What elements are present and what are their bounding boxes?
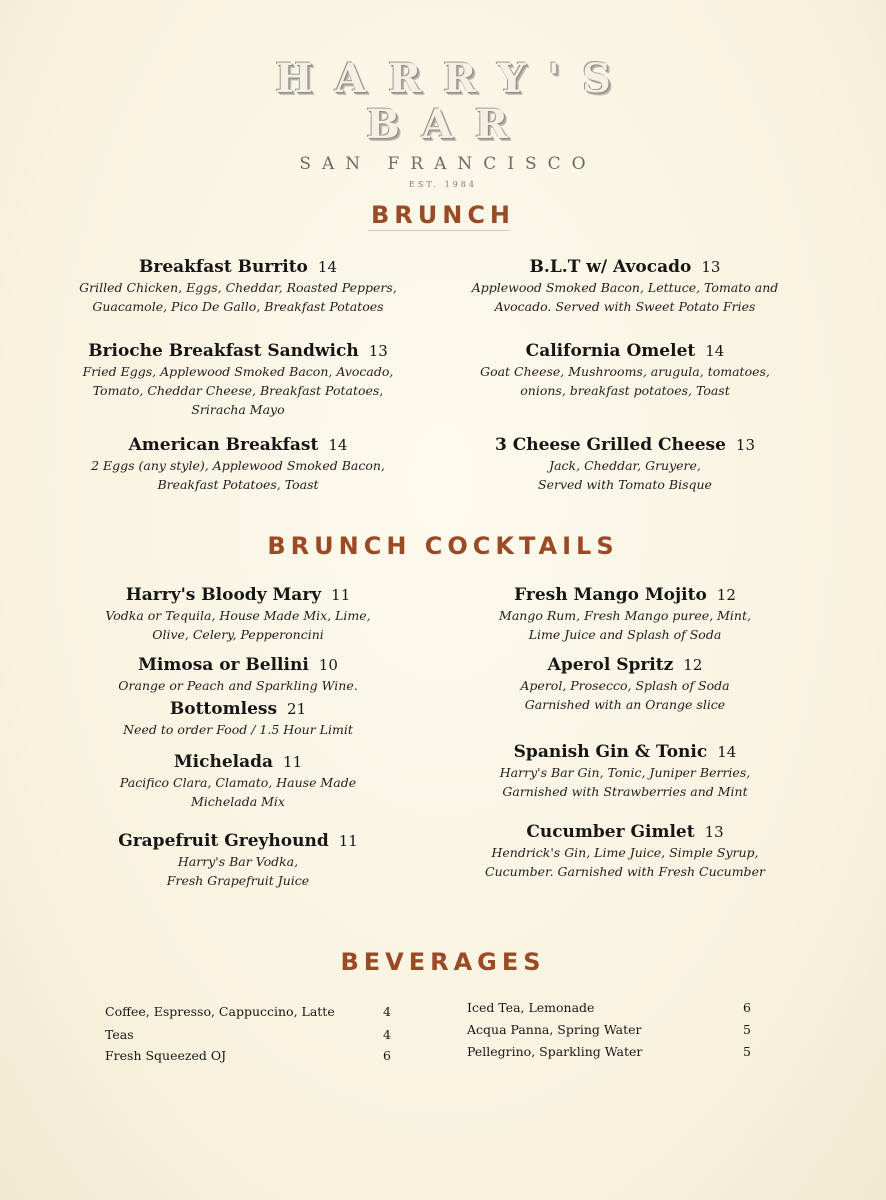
logo-established: EST. 1984 xyxy=(409,180,477,189)
item-name: Breakfast Burrito xyxy=(139,257,308,277)
item-name-row xyxy=(455,741,795,763)
item-desc-line: Tomato, Cheddar Cheese, Breakfast Potatoes, xyxy=(92,383,384,398)
item-price: 13 xyxy=(704,823,724,841)
item-name-row xyxy=(455,654,795,676)
item-name-row xyxy=(68,751,408,773)
item-name-row xyxy=(68,584,408,606)
item-name: 3 Cheese Grilled Cheese xyxy=(494,435,726,455)
menu-item xyxy=(68,654,408,695)
item-name: Grapefruit Greyhound xyxy=(118,831,329,851)
item-name: Michelada xyxy=(173,752,274,772)
beverage-price: 5 xyxy=(743,1044,751,1059)
item-name-row xyxy=(68,698,408,720)
item-desc-line: Mango Rum, Fresh Mango puree, Mint, xyxy=(499,608,751,623)
item-name-row xyxy=(455,340,795,362)
item-desc-line: Sriracha Mayo xyxy=(191,402,285,417)
item-name-row xyxy=(68,340,408,362)
beverage-name: Fresh Squeezed OJ xyxy=(105,1048,227,1063)
item-name: Fresh Mango Mojito xyxy=(514,585,707,605)
beverage-price: 6 xyxy=(383,1048,391,1063)
item-price: 13 xyxy=(368,342,388,360)
item-desc-line: Garnished with Strawberries and Mint xyxy=(502,784,748,799)
item-desc-line: Garnished with an Orange slice xyxy=(524,697,726,712)
item-name: Bottomless xyxy=(169,699,278,719)
item-desc-line: Pacifico Clara, Clamato, Hause Made xyxy=(119,775,357,790)
section-title-beverages: BEVERAGES xyxy=(340,948,546,976)
item-name-row xyxy=(455,256,795,278)
item-price: 14 xyxy=(717,743,737,761)
section-title-cocktails: BRUNCH COCKTAILS xyxy=(267,532,619,560)
item-name: California Omelet xyxy=(525,341,696,361)
menu-item xyxy=(455,340,795,400)
item-price: 11 xyxy=(331,586,351,604)
beverage-name: Teas xyxy=(105,1027,134,1042)
item-name: Cucumber Gimlet xyxy=(526,822,695,842)
item-desc-line: Orange or Peach and Sparkling Wine. xyxy=(118,678,358,693)
item-desc-line: onions, breakfast potatoes, Toast xyxy=(520,383,730,398)
menu-item xyxy=(68,751,408,811)
item-name: Aperol Spritz xyxy=(547,655,674,675)
logo-line-harrys: HARRY'S xyxy=(275,55,633,102)
item-desc-line: 2 Eggs (any style), Applewood Smoked Bacon, xyxy=(91,458,385,473)
item-name: Harry's Bloody Mary xyxy=(125,585,322,605)
item-desc-line: Jack, Cheddar, Gruyere, xyxy=(549,458,701,473)
logo-city: SAN FRANCISCO xyxy=(299,154,597,174)
item-name: B.L.T w/ Avocado xyxy=(529,257,692,277)
item-desc-line: Fresh Grapefruit Juice xyxy=(166,873,310,888)
logo xyxy=(0,56,886,189)
item-price: 11 xyxy=(338,832,358,850)
item-price: 14 xyxy=(705,342,725,360)
item-price: 14 xyxy=(328,436,348,454)
item-desc-line: Breakfast Potatoes, Toast xyxy=(157,477,319,492)
item-desc-line: Avocado. Served with Sweet Potato Fries xyxy=(494,299,756,314)
item-price: 12 xyxy=(716,586,736,604)
beverage-name: Pellegrino, Sparkling Water xyxy=(467,1044,643,1059)
item-desc-line: Hendrick's Gin, Lime Juice, Simple Syrup, xyxy=(491,845,759,860)
item-desc-line: Harry's Bar Gin, Tonic, Juniper Berries, xyxy=(499,765,751,780)
beverage-price: 5 xyxy=(743,1022,751,1037)
menu-item xyxy=(455,434,795,494)
menu-item xyxy=(68,340,408,419)
menu-item xyxy=(68,584,408,644)
menu-item xyxy=(68,434,408,494)
item-price: 12 xyxy=(683,656,703,674)
item-desc-line: Aperol, Prosecco, Splash of Soda xyxy=(520,678,730,693)
item-price: 13 xyxy=(735,436,756,454)
item-name-row xyxy=(455,584,795,606)
item-desc-line: Served with Tomato Bisque xyxy=(538,477,712,492)
item-desc-line: Harry's Bar Vodka, xyxy=(177,854,299,869)
section-divider xyxy=(368,230,510,231)
item-desc-line: Olive, Celery, Pepperoncini xyxy=(152,627,324,642)
menu-item xyxy=(455,584,795,644)
item-price: 21 xyxy=(287,700,307,718)
item-desc-line: Fried Eggs, Applewood Smoked Bacon, Avocado, xyxy=(82,364,394,379)
item-name: Mimosa or Bellini xyxy=(138,655,309,675)
beverage-name: Coffee, Espresso, Cappuccino, Latte xyxy=(105,1004,335,1019)
beverage-price: 6 xyxy=(743,1000,751,1015)
item-name-row xyxy=(68,830,408,852)
beverage-name: Acqua Panna, Spring Water xyxy=(467,1022,642,1037)
item-name: Spanish Gin & Tonic xyxy=(513,742,708,762)
menu-item xyxy=(455,654,795,714)
item-price: 13 xyxy=(701,258,721,276)
item-name-row xyxy=(68,256,408,278)
item-desc-line: Applewood Smoked Bacon, Lettuce, Tomato and xyxy=(471,280,779,295)
logo-line-bar: BAR xyxy=(365,101,531,148)
item-price: 11 xyxy=(283,753,303,771)
item-name: Brioche Breakfast Sandwich xyxy=(88,341,359,361)
item-desc-line: Need to order Food / 1.5 Hour Limit xyxy=(123,722,353,737)
item-name-row xyxy=(455,434,795,456)
item-desc-line: Goat Cheese, Mushrooms, arugula, tomatoes, xyxy=(480,364,770,379)
item-desc-line: Grilled Chicken, Eggs, Cheddar, Roasted Peppers, xyxy=(79,280,397,295)
menu-item xyxy=(455,256,795,316)
beverage-name: Iced Tea, Lemonade xyxy=(467,1000,595,1015)
menu-item xyxy=(68,698,408,739)
item-desc-line: Lime Juice and Splash of Soda xyxy=(528,627,722,642)
item-name-row xyxy=(68,434,408,456)
item-name: American Breakfast xyxy=(128,435,319,455)
beverage-price: 4 xyxy=(383,1004,391,1019)
menu-item xyxy=(68,256,408,316)
item-price: 14 xyxy=(317,258,337,276)
item-desc-line: Cucumber. Garnished with Fresh Cucumber xyxy=(485,864,765,879)
item-desc-line: Vodka or Tequila, House Made Mix, Lime, xyxy=(105,608,371,623)
item-desc-line: Guacamole, Pico De Gallo, Breakfast Potatoes xyxy=(92,299,384,314)
item-desc-line: Michelada Mix xyxy=(191,794,285,809)
menu-item xyxy=(455,821,795,881)
item-name-row xyxy=(68,654,408,676)
beverage-price: 4 xyxy=(383,1027,391,1042)
menu-item xyxy=(68,830,408,890)
section-title-brunch: BRUNCH xyxy=(370,201,516,229)
item-price: 10 xyxy=(318,656,338,674)
item-name-row xyxy=(455,821,795,843)
menu-item xyxy=(455,741,795,801)
